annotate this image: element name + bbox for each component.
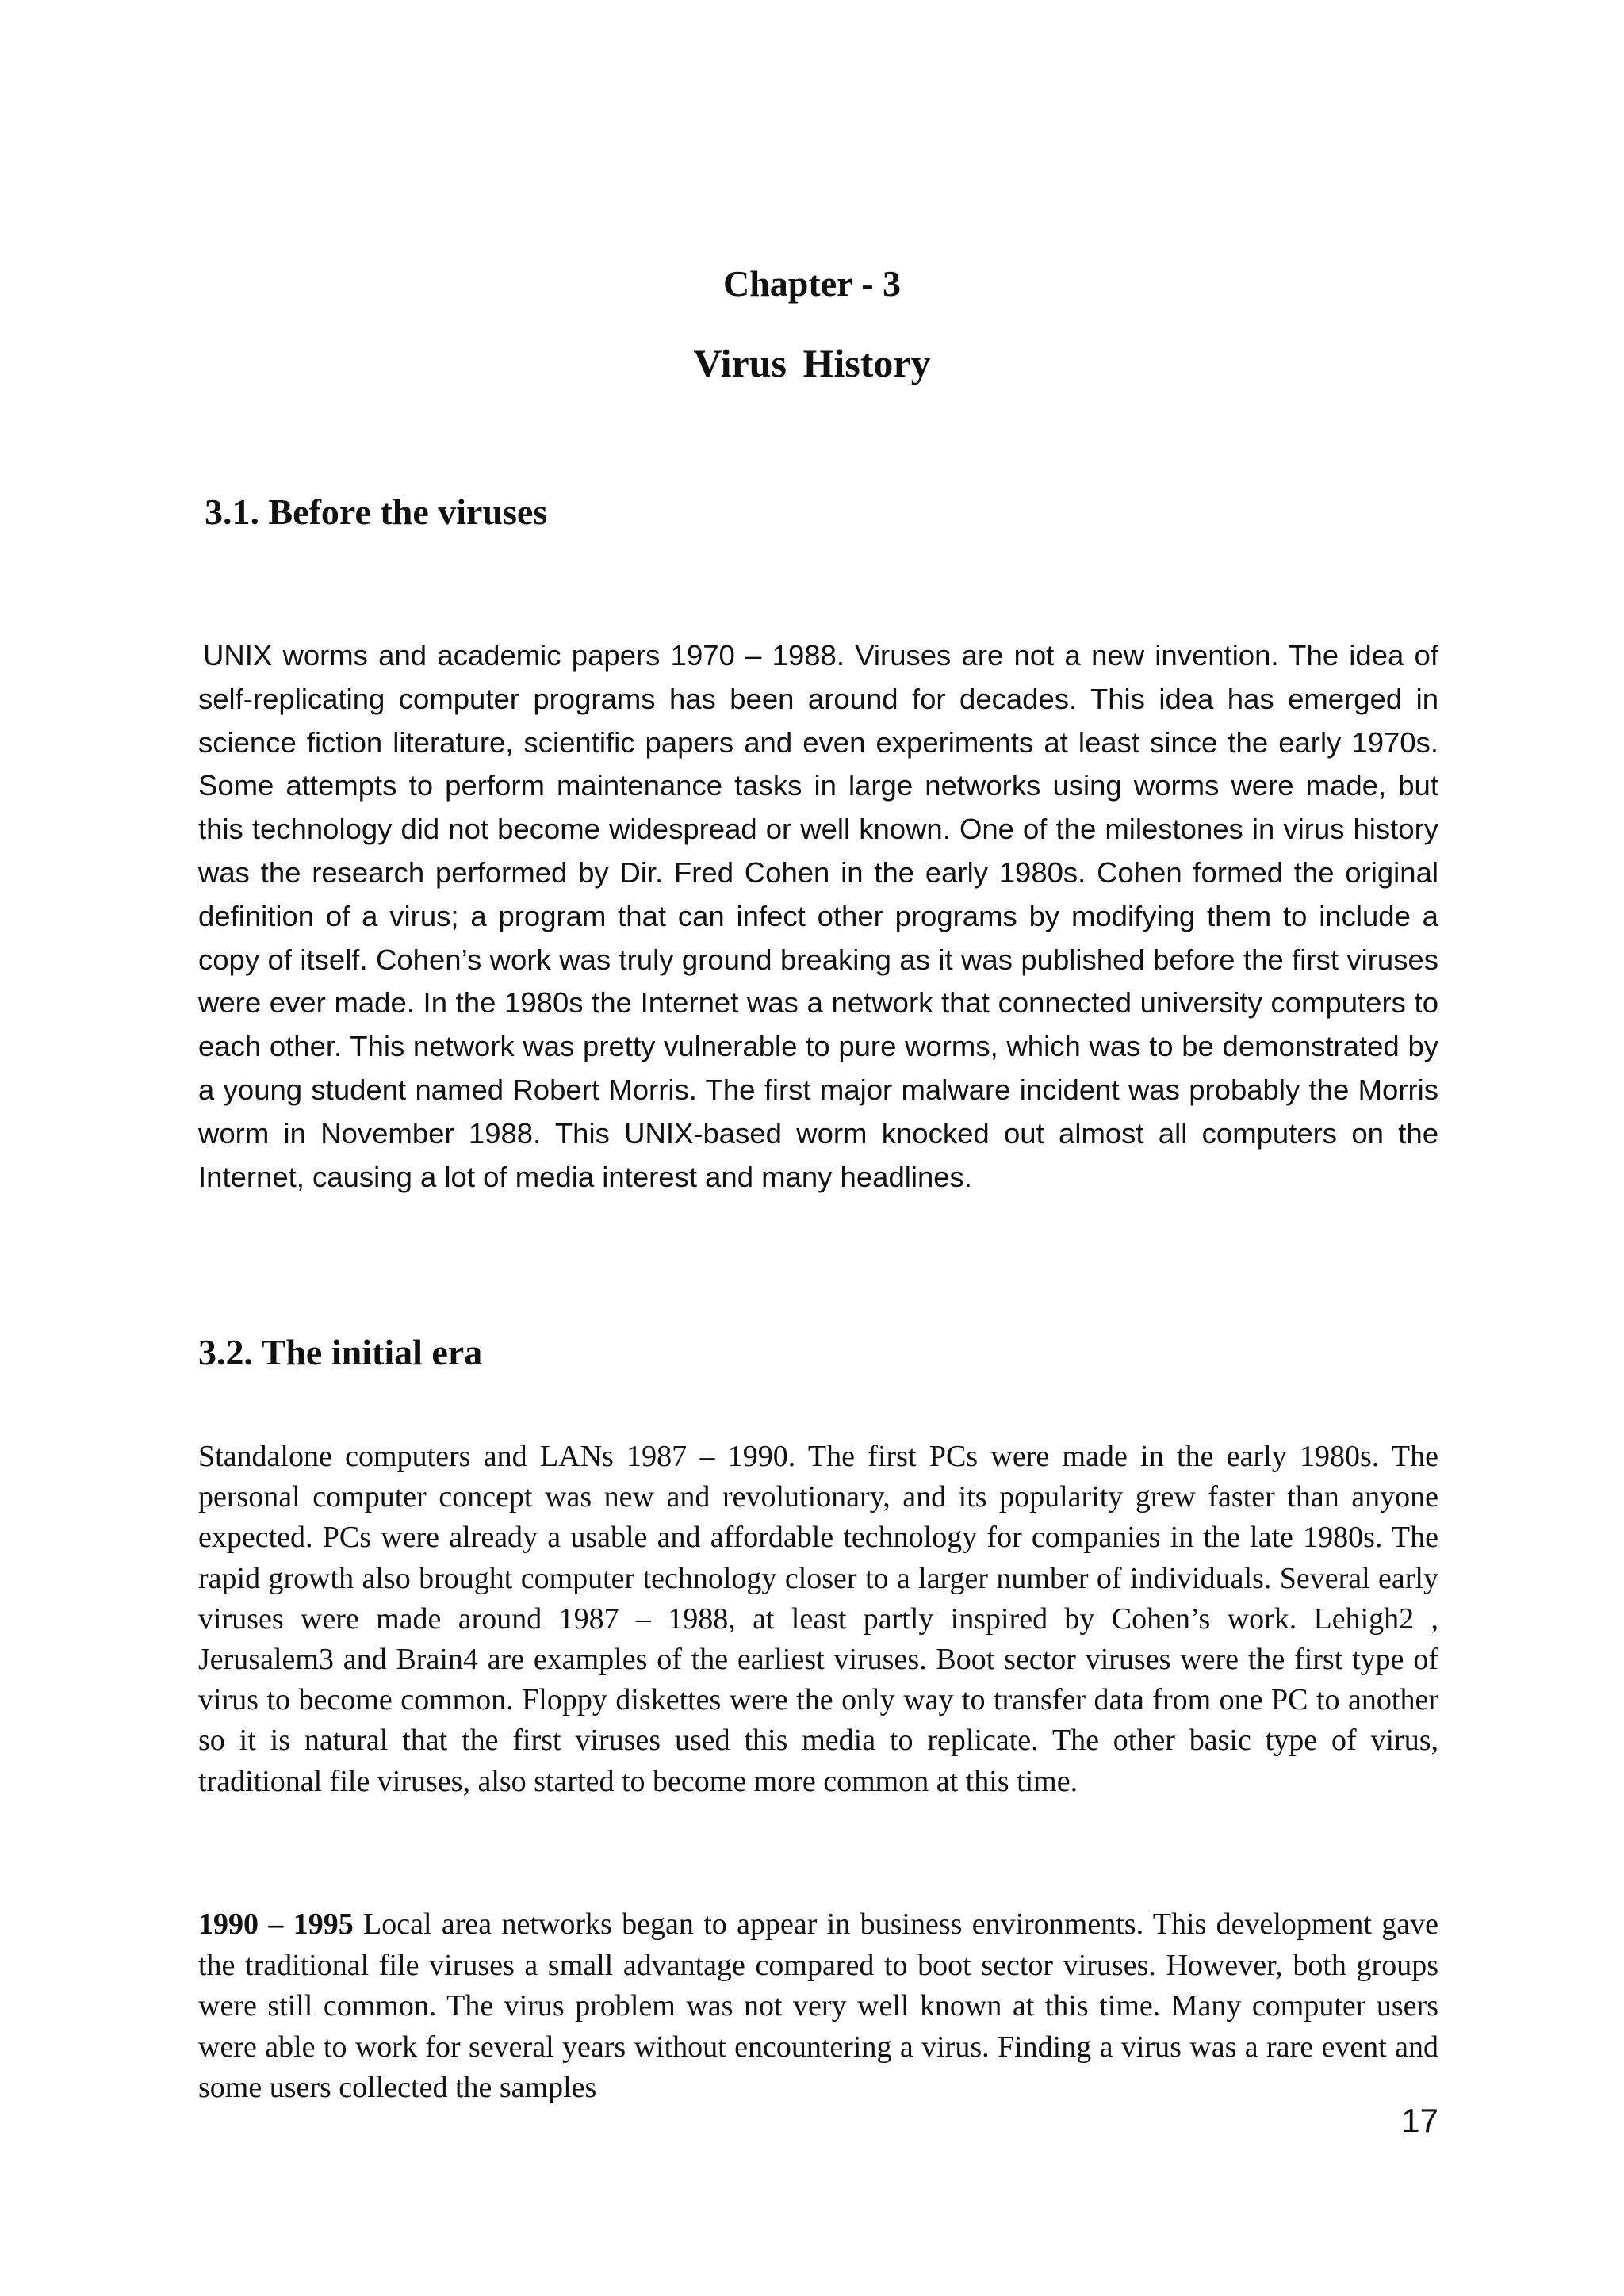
page-number: 17 — [1401, 2102, 1438, 2139]
chapter-label: Chapter - 3 — [722, 263, 902, 304]
section-heading-initial-era: 3.2. The initial era — [198, 1332, 483, 1372]
section-heading-before-the-viruses: 3.1. Before the viruses — [205, 492, 548, 532]
chapter-title: Virus History — [693, 341, 931, 385]
section-paragraph-before-the-viruses: UNIX worms and academic papers 1970 – 1988. Viruses are not a new invention. The idea of self-replicating computer programs has been around for decades. This idea has emerged in science fiction literature, scientific papers and even experiments at least since the early 1970s. Some attempts to perform maintenance tasks in large networks using worms were made, but this technology did not become widespread or well known. One of the milestones in virus history was the research performed by Dir. Fred Cohen in the early 1980s. Cohen formed the original definition of a virus; a program that can infect other programs by modifying them to include a copy of itself. Cohen’s work was truly ground breaking as it was published before the first viruses were ever made. In the 1980s the Internet was a network that connected university computers to each other. This network was pretty vulnerable to pure worms, which was to be demonstrated by a young student named Robert Morris. The first major malware incident was probably the Morris worm in November 1988. This UNIX-based worm knocked out almost all computers on the Internet, causing a lot of media interest and many headlines. — [198, 639, 1438, 1193]
paragraph-lead-years: 1990 – 1995 — [198, 1908, 354, 1941]
paragraph-body: Local area networks began to appear in business environments. This development gave the traditional file viruses a small advantage compared to boot sector viruses. However, both groups were still common. The virus problem was not very well known at this time. Many computer users were able to work for several years without encountering a virus. Finding a virus was a rare event and some users collected the samples — [198, 1908, 1438, 2105]
section-paragraph-initial-era: Standalone computers and LANs 1987 – 1990. The first PCs were made in the early 1980s. The personal computer concept was new and revolutionary, and its popularity grew faster than anyone expected. PCs were already a usable and affordable technology for companies in the late 1980s. The rapid growth also brought computer technology closer to a larger number of individuals. Several early viruses were made around 1987 – 1988, at least partly inspired by Cohen’s work. Lehigh2 , Jerusalem3 and Brain4 are examples of the earliest viruses. Boot sector viruses were the first type of virus to become common. Floppy diskettes were the only way to transfer data from one PC to another so it is natural that the first viruses used this media to replicate. The other basic type of virus, traditional file viruses, also started to become more common at this time. — [198, 1440, 1438, 1798]
section-paragraph-1990-1995 — [198, 1904, 1438, 2109]
